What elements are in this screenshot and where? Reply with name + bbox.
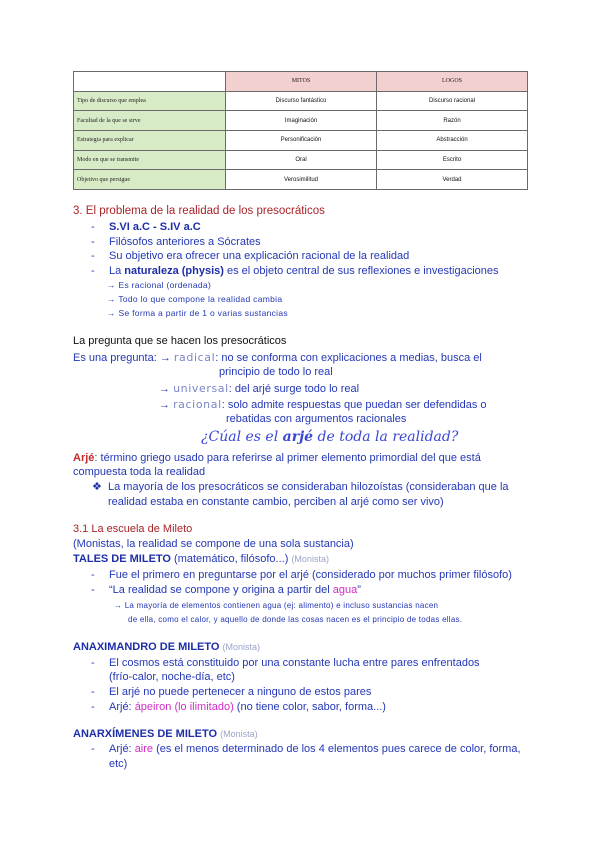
list-item	[91, 221, 201, 234]
dash-bullet: -	[91, 701, 95, 713]
table-header-row	[74, 72, 528, 92]
mitos-cell: Discurso fantástico	[226, 91, 377, 111]
dash-bullet: -	[91, 657, 95, 669]
arje-definition	[73, 452, 481, 465]
list-item-text: Fue el primero en preguntarse por el arjé (considerado por muchos primer filósofo)	[109, 569, 512, 581]
arje-aire: aire	[134, 743, 154, 755]
arrow-icon: →	[159, 352, 171, 364]
question-line-3	[159, 398, 487, 412]
question-heading: La pregunta que se hacen los presocráticos	[73, 335, 287, 347]
question-line-2	[159, 382, 359, 396]
mitos-cell: Personificación	[226, 130, 377, 150]
row-label: Tipo de discurso que emplea	[74, 91, 226, 111]
logos-cell: Razón	[377, 111, 528, 131]
list-item	[91, 584, 361, 597]
list-item-text: Arjé:	[109, 743, 135, 755]
dash-bullet: -	[91, 569, 95, 581]
logos-cell: Verdad	[377, 170, 528, 190]
note-text: La mayoría de los presocráticos se consideraban hilozoístas (consideraban que la	[108, 481, 509, 493]
list-item-text: (no tiene color, sabor, forma...)	[233, 701, 386, 713]
dash-bullet: -	[91, 221, 95, 233]
row-label: Objetivo que persigue	[74, 170, 226, 190]
question-part: ¿Cúal es el	[201, 429, 283, 445]
subsection-subtitle: (Monistas, la realidad se compone de una sola sustancia)	[73, 538, 354, 550]
period-text: S.VI a.C - S.IV a.C	[109, 221, 201, 233]
philosopher-heading-anaximenes	[73, 728, 258, 741]
definition-text: : término griego usado para referirse al primer elemento primordial del que está	[94, 452, 481, 464]
table-header-logos: LOGOS	[377, 72, 528, 92]
list-item-text: (frío-calor, noche-día, etc)	[109, 671, 235, 683]
list-item-text: Su objetivo era ofrecer una explicación racional de la realidad	[109, 250, 410, 262]
table-row	[74, 111, 528, 131]
keyword-racional: racional	[173, 398, 222, 411]
table-row	[74, 91, 528, 111]
monista-tag: (Monista)	[220, 729, 258, 739]
mitos-cell: Imaginación	[226, 111, 377, 131]
philosopher-name: TALES DE MILETO	[73, 553, 171, 565]
list-item-text: (es el menos determinado de los 4 elementos pues carece de color, forma,	[153, 743, 521, 755]
hilozoism-note	[92, 481, 509, 494]
list-item-text: es el objeto central de sus reflexiones e investigaciones	[223, 265, 499, 277]
table-header-mitos: MITOS	[226, 72, 377, 92]
arrow-icon: →	[159, 383, 170, 395]
question-text: principio de todo lo real	[219, 366, 333, 378]
sub-item	[107, 280, 211, 291]
arrow-icon: →	[107, 308, 116, 318]
list-item	[91, 701, 386, 714]
question-line-1	[73, 351, 482, 365]
question-text: rebatidas con argumentos racionales	[226, 413, 407, 425]
main-question	[201, 429, 458, 446]
arrow-icon: →	[114, 601, 123, 610]
list-item-text: La	[109, 265, 125, 277]
list-item	[91, 265, 499, 278]
sub-item-text: La mayoría de elementos contienen agua (ej: alimento) e incluso sustancias nacen	[124, 601, 439, 610]
philosopher-heading-tales	[73, 553, 329, 566]
list-item-text: ”	[357, 584, 361, 596]
list-item-text: El arjé no puede pertenecer a ninguno de estos pares	[109, 686, 372, 698]
table-row	[74, 150, 528, 170]
monista-tag: (Monista)	[291, 554, 329, 564]
logos-cell: Escrito	[377, 150, 528, 170]
sub-item	[107, 294, 282, 305]
logos-cell: Abstracción	[377, 130, 528, 150]
philosopher-heading-anaximandro	[73, 641, 260, 654]
dash-bullet: -	[91, 743, 95, 755]
monista-tag: (Monista)	[222, 642, 261, 652]
dash-bullet: -	[91, 265, 95, 277]
dash-bullet: -	[91, 584, 95, 596]
mitos-cell: Verosimilitud	[226, 170, 377, 190]
list-item-text: Filósofos anteriores a Sócrates	[109, 236, 261, 248]
sub-item	[114, 600, 438, 611]
list-item	[91, 250, 409, 263]
row-label: Modo en que se transmite	[74, 150, 226, 170]
philosopher-name: ANAXIMANDRO DE MILETO	[73, 641, 220, 653]
philosopher-name: ANARXÍMENES DE MILETO	[73, 728, 218, 740]
diamond-bullet-icon: ❖	[92, 481, 102, 493]
question-intro: Es una pregunta:	[73, 352, 157, 364]
list-item-text: Arjé:	[109, 701, 135, 713]
list-item	[91, 657, 480, 670]
arrow-icon: →	[159, 399, 170, 411]
mitos-logos-table	[73, 71, 528, 190]
list-item	[91, 686, 371, 699]
arrow-icon: →	[107, 280, 116, 290]
table-row	[74, 130, 528, 150]
dash-bullet: -	[91, 236, 95, 248]
table-row	[74, 170, 528, 190]
dash-bullet: -	[91, 686, 95, 698]
arje-word: arjé	[282, 429, 314, 445]
sub-item-text: Es racional (ordenada)	[118, 280, 212, 290]
physis-term: naturaleza (physis)	[124, 265, 224, 277]
definition-text: compuesta toda la realidad	[73, 466, 206, 478]
note-text: realidad estaba en constante cambio, perciben al arjé como ser vivo)	[108, 496, 444, 508]
row-label: Estrategia para explicar	[74, 130, 226, 150]
logos-cell: Discurso racional	[377, 91, 528, 111]
list-item	[91, 236, 261, 249]
question-part: de toda la realidad?	[313, 429, 459, 445]
question-text: : no se conforma con explicaciones a medias, busca el	[215, 352, 482, 364]
sub-item-text: Se forma a partir de 1 o varias sustancias	[118, 308, 288, 318]
list-item-text: “La realidad se compone y origina a partir del	[109, 584, 333, 596]
sub-item-text: Todo lo que compone la realidad cambia	[118, 294, 283, 304]
sub-item	[107, 308, 288, 319]
sub-item-text: de ella, como el calor, y aquello de donde las cosas nacen es el principio de todas ellas.	[128, 615, 463, 624]
keyword-universal: universal	[173, 382, 229, 395]
question-text: : solo admite respuestas que puedan ser defendidas o	[221, 399, 487, 411]
list-item	[91, 569, 512, 582]
arje-apeiron: ápeiron (lo ilimitado)	[134, 701, 234, 713]
dash-bullet: -	[91, 250, 95, 262]
question-text: : del arjé surge todo lo real	[228, 383, 360, 395]
row-label: Facultad de la que se sirve	[74, 111, 226, 131]
arrow-icon: →	[107, 294, 116, 304]
list-item-text: El cosmos está constituido por una constante lucha entre pares enfrentados	[109, 657, 480, 669]
keyword-radical: radical	[173, 351, 216, 364]
table-corner-cell	[74, 72, 226, 92]
arje-agua: agua	[332, 584, 358, 596]
section-title: 3. El problema de la realidad de los presocráticos	[73, 205, 325, 217]
mitos-cell: Oral	[226, 150, 377, 170]
philosopher-desc: (matemático, filósofo...)	[171, 553, 289, 565]
list-item	[91, 743, 521, 756]
list-item-text: etc)	[109, 758, 128, 770]
subsection-title: 3.1 La escuela de Mileto	[73, 523, 193, 535]
arje-term: Arjé	[73, 452, 95, 464]
